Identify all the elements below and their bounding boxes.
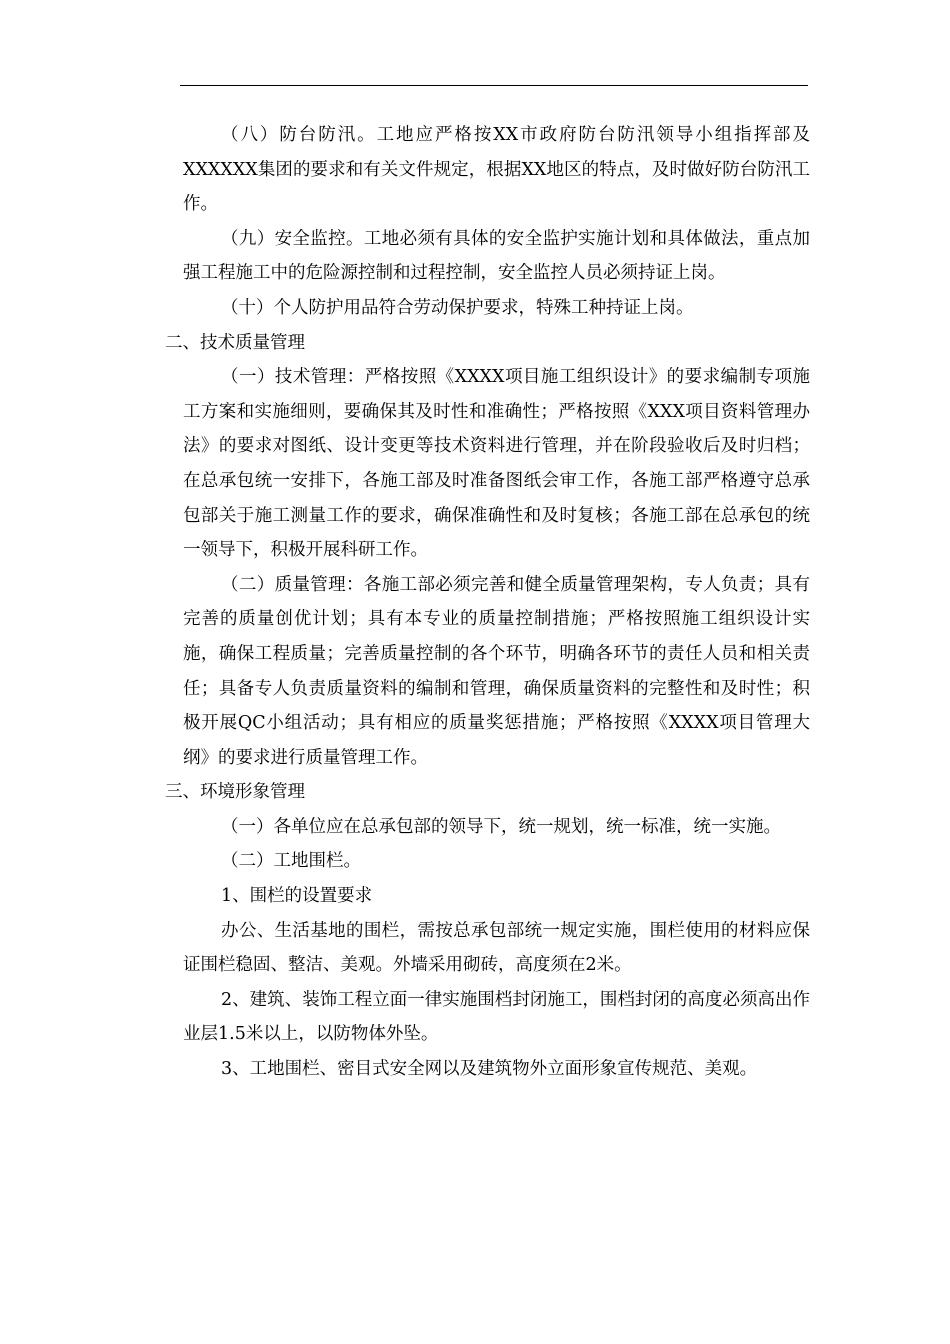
paragraph-safety-monitoring: （九）安全监控。工地必须有具体的安全监护实施计划和具体做法，重点加强工程施工中的危险源控制和过程控制，安全监控人员必须持证上岗。 [183,228,810,284]
paragraph-flood-prevention: （八）防台防汛。工地应严格按XX市政府防台防汛领导小组指挥部及XXXXXX集团的要求和有关文件规定，根据XX地区的特点，及时做好防台防汛工作。 [183,125,810,215]
header-rule [180,85,808,86]
document-body [165,118,810,1087]
section-heading-environment: 三、环境形象管理 [165,782,305,803]
section-heading-tech-quality: 二、技术质量管理 [165,332,305,353]
paragraph-fence-requirements-heading: 1、围栏的设置要求 [221,886,373,907]
paragraph-unified-planning: （一）各单位应在总承包部的领导下，统一规划，统一标准，统一实施。 [221,816,781,837]
paragraph-personal-protection: （十）个人防护用品符合劳动保护要求，特殊工种持证上岗。 [221,297,694,318]
paragraph-fence-requirements: 办公、生活基地的围栏，需按总承包部统一规定实施，围栏使用的材料应保证围栏稳固、整洁、美观。外墙采用砌砖，高度须在2米。 [183,920,810,976]
paragraph-site-fence: （二）工地围栏。 [221,851,361,872]
paragraph-fence-appearance: 3、工地围栏、密目式安全网以及建筑物外立面形象宣传规范、美观。 [221,1059,758,1080]
paragraph-enclosed-construction: 2、建筑、装饰工程立面一律实施围档封闭施工，围档封闭的高度必须高出作业层1.5米以上，以防物体外坠。 [183,989,810,1045]
paragraph-technical-management: （一）技术管理：严格按照《XXXX项目施工组织设计》的要求编制专项施工方案和实施细则，要确保其及时性和准确性；严格按照《XXX项目资料管理办法》的要求对图纸、设计变更等技术资料进行管理，并在阶段验收后及时归档；在总承包统一安排下，各施工部及时准备图纸会审工作，各施工部严格遵守总承包部关于施工测量工作的要求，确保准确性和及时复核；各施工部在总承包的统一领导下，积极开展科研工作。 [183,367,810,561]
paragraph-quality-management: （二）质量管理：各施工部必须完善和健全质量管理架构，专人负责；具有完善的质量创优计划；具有本专业的质量控制措施；严格按照施工组织设计实施，确保工程质量；完善质量控制的各个环节，明确各环节的责任人员和相关责任；具备专人负责质量资料的编制和管理，确保质量资料的完整性和及时性；积极开展QC小组活动；具有相应的质量奖惩措施；严格按照《XXXX项目管理大纲》的要求进行质量管理工作。 [183,574,810,768]
